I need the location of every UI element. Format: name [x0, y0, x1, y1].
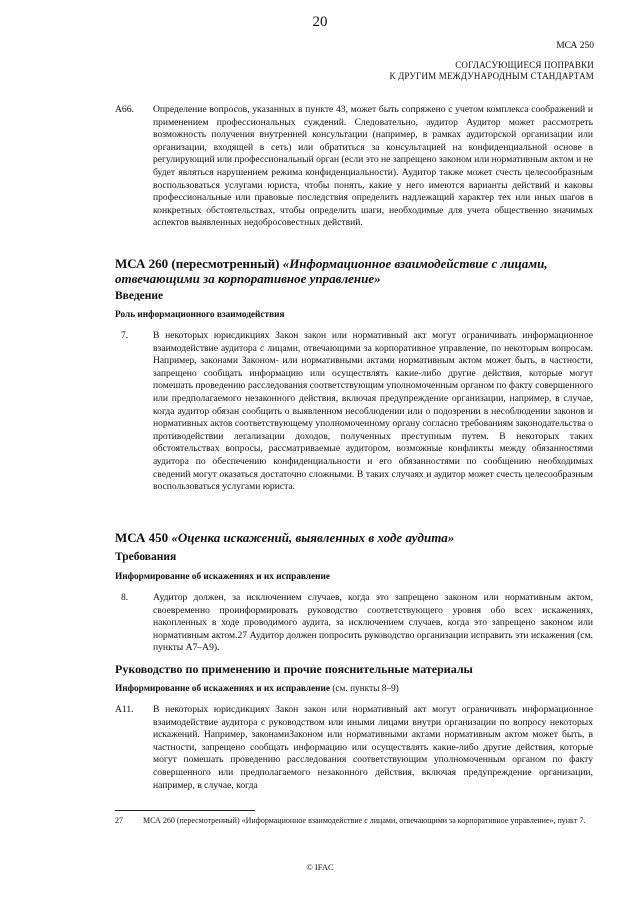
document-code: МСА 250: [556, 41, 594, 51]
paragraph-7-text: В некоторых юрисдикциях Закон закон или нормативный акт могут ограничивать информационное взаимодействие аудитора с лицами, отвечающими за корпоративное управление, по некоторым вопросам. Например, законами Законом- или нормативными актами нормативным актом может быть, в частности, запрещено сообщать информацию или осуществлять какие-либо другие действия, которые могут помешать проведению расследования соответствующим уполномоченным органом по факту совершенного или предполагаемого незаконного действия, включая предупреждение организации, например, в случае, когда аудитор обязан сообщить о выявленном несоблюдении или о подозрении в несоблюдении законов и нормативных актов соответствующему уполномоченному органу согласно требованиям законодательства о противодействии легализации доходов, полученных преступным путем. В некоторых таких обстоятельствах вопросы, рассматриваемые аудитором, возможные конфликты между обязанностями аудитора по обеспечению конфиденциальности и его обязанностями по сообщению необходимых сведений могут оказаться достаточно сложными. В таких случаях и аудитор может счесть целесообразным воспользоваться услугами юриста.: [153, 330, 593, 493]
requirements-heading: Требования: [115, 551, 177, 563]
footnote-rule: [115, 810, 255, 811]
intro-heading: Введение: [115, 290, 164, 302]
paragraph-a66-text: Определение вопросов, указанных в пункте 43, может быть сопряжено с учетом комплекса соображений и применением профессиональных суждений. Следовательно, аудитор Аудитор может рассмотреть возможность получения внутренней консультации (например, в рамках аудиторской организации или организации, входящей в сеть) или обратиться за консультацией на конфиденциальной основе в регулирующий или профессиональный орган (если это не запрещено законом или нормативным актом и не будет являться нарушением режима конфиденциальности). Аудитор также может счесть целесообразным воспользоваться услугами юриста, чтобы понять, какие у него имеются варианты действий и каковы профессиональные или правовые последствия определить надлежащий характер тех или иных шагов в конкретных обстоятельствах, чтобы определить шаги, необходимые для учета общественно значимых аспектов выявленных недобросовестных действий.: [153, 104, 593, 229]
footnote-text: МСА 260 (пересмотренный) «Информационное взаимодействие с лицами, отвечающими за корпоративное управление», пункт 7.: [143, 816, 586, 825]
role-subheading: Роль информационного взаимодействия: [115, 310, 285, 320]
isa450-title: МСА 450: [115, 530, 172, 545]
running-head-line1: СОГЛАСУЮЩИЕСЯ ПОПРАВКИ: [455, 60, 594, 70]
paragraph-8-label: 8.: [121, 592, 129, 603]
guidance-subheading: [115, 684, 399, 694]
running-head: [389, 60, 594, 82]
isa260-title: МСА 260 (пересмотренный): [115, 256, 283, 271]
footnote-number: 27: [115, 816, 123, 825]
paragraph-7-label: 7.: [121, 330, 129, 341]
isa450-title-italic: «Оценка искажений, выявленных в ходе аудита»: [171, 530, 455, 545]
isa260-title-italic: «Информационное взаимодействие с лицами, отвечающими за корпоративное управление»: [115, 256, 548, 286]
paragraph-a11-text: В некоторых юрисдикциях Закон закон или нормативный акт могут ограничивать информационное взаимодействие аудитора с руководством или иными лицами внутри организации по вопросу некоторых искажений. Например, законамиЗаконом или нормативными актами нормативным актом может быть, в частности, запрещено сообщать информацию или осуществлять какие-либо другие действия, которые могут помешать проведению расследования соответствующим уполномоченным органом по факту совершенного или предполагаемого незаконного действия, включая предупреждение организации, например, в случае, когда: [153, 704, 593, 791]
copyright-footer: © IFAC: [306, 862, 334, 872]
paragraph-8-text: Аудитор должен, за исключением случаев, когда это запрещено законом или нормативным актом, своевременно проинформировать руководство соответствующего уровня обо всех искажениях, накопленных в ходе проводимого аудита, за исключением случаев, когда это запрещено законом или нормативным актом.27 Аудитор должен попросить руководство организации исправить эти искажения (см. пункты А7–А9).: [153, 592, 593, 654]
isa450-heading: [115, 530, 595, 545]
misstatements-subheading: Информирование об искажениях и их исправление: [115, 572, 330, 582]
page-number: 20: [312, 14, 328, 30]
guidance-heading: Руководство по применению и прочие пояснительные материалы: [115, 662, 473, 676]
paragraph-a66-label: А66.: [115, 104, 134, 115]
paragraph-a11-label: А11.: [115, 704, 134, 715]
guidance-subheading-text: Информирование об искажениях и их исправление: [115, 684, 330, 694]
isa260-heading: [115, 256, 595, 286]
running-head-line2: К ДРУГИМ МЕЖДУНАРОДНЫМ СТАНДАРТАМ: [389, 71, 594, 81]
guidance-subheading-ref: (см. пункты 8–9): [330, 684, 399, 694]
